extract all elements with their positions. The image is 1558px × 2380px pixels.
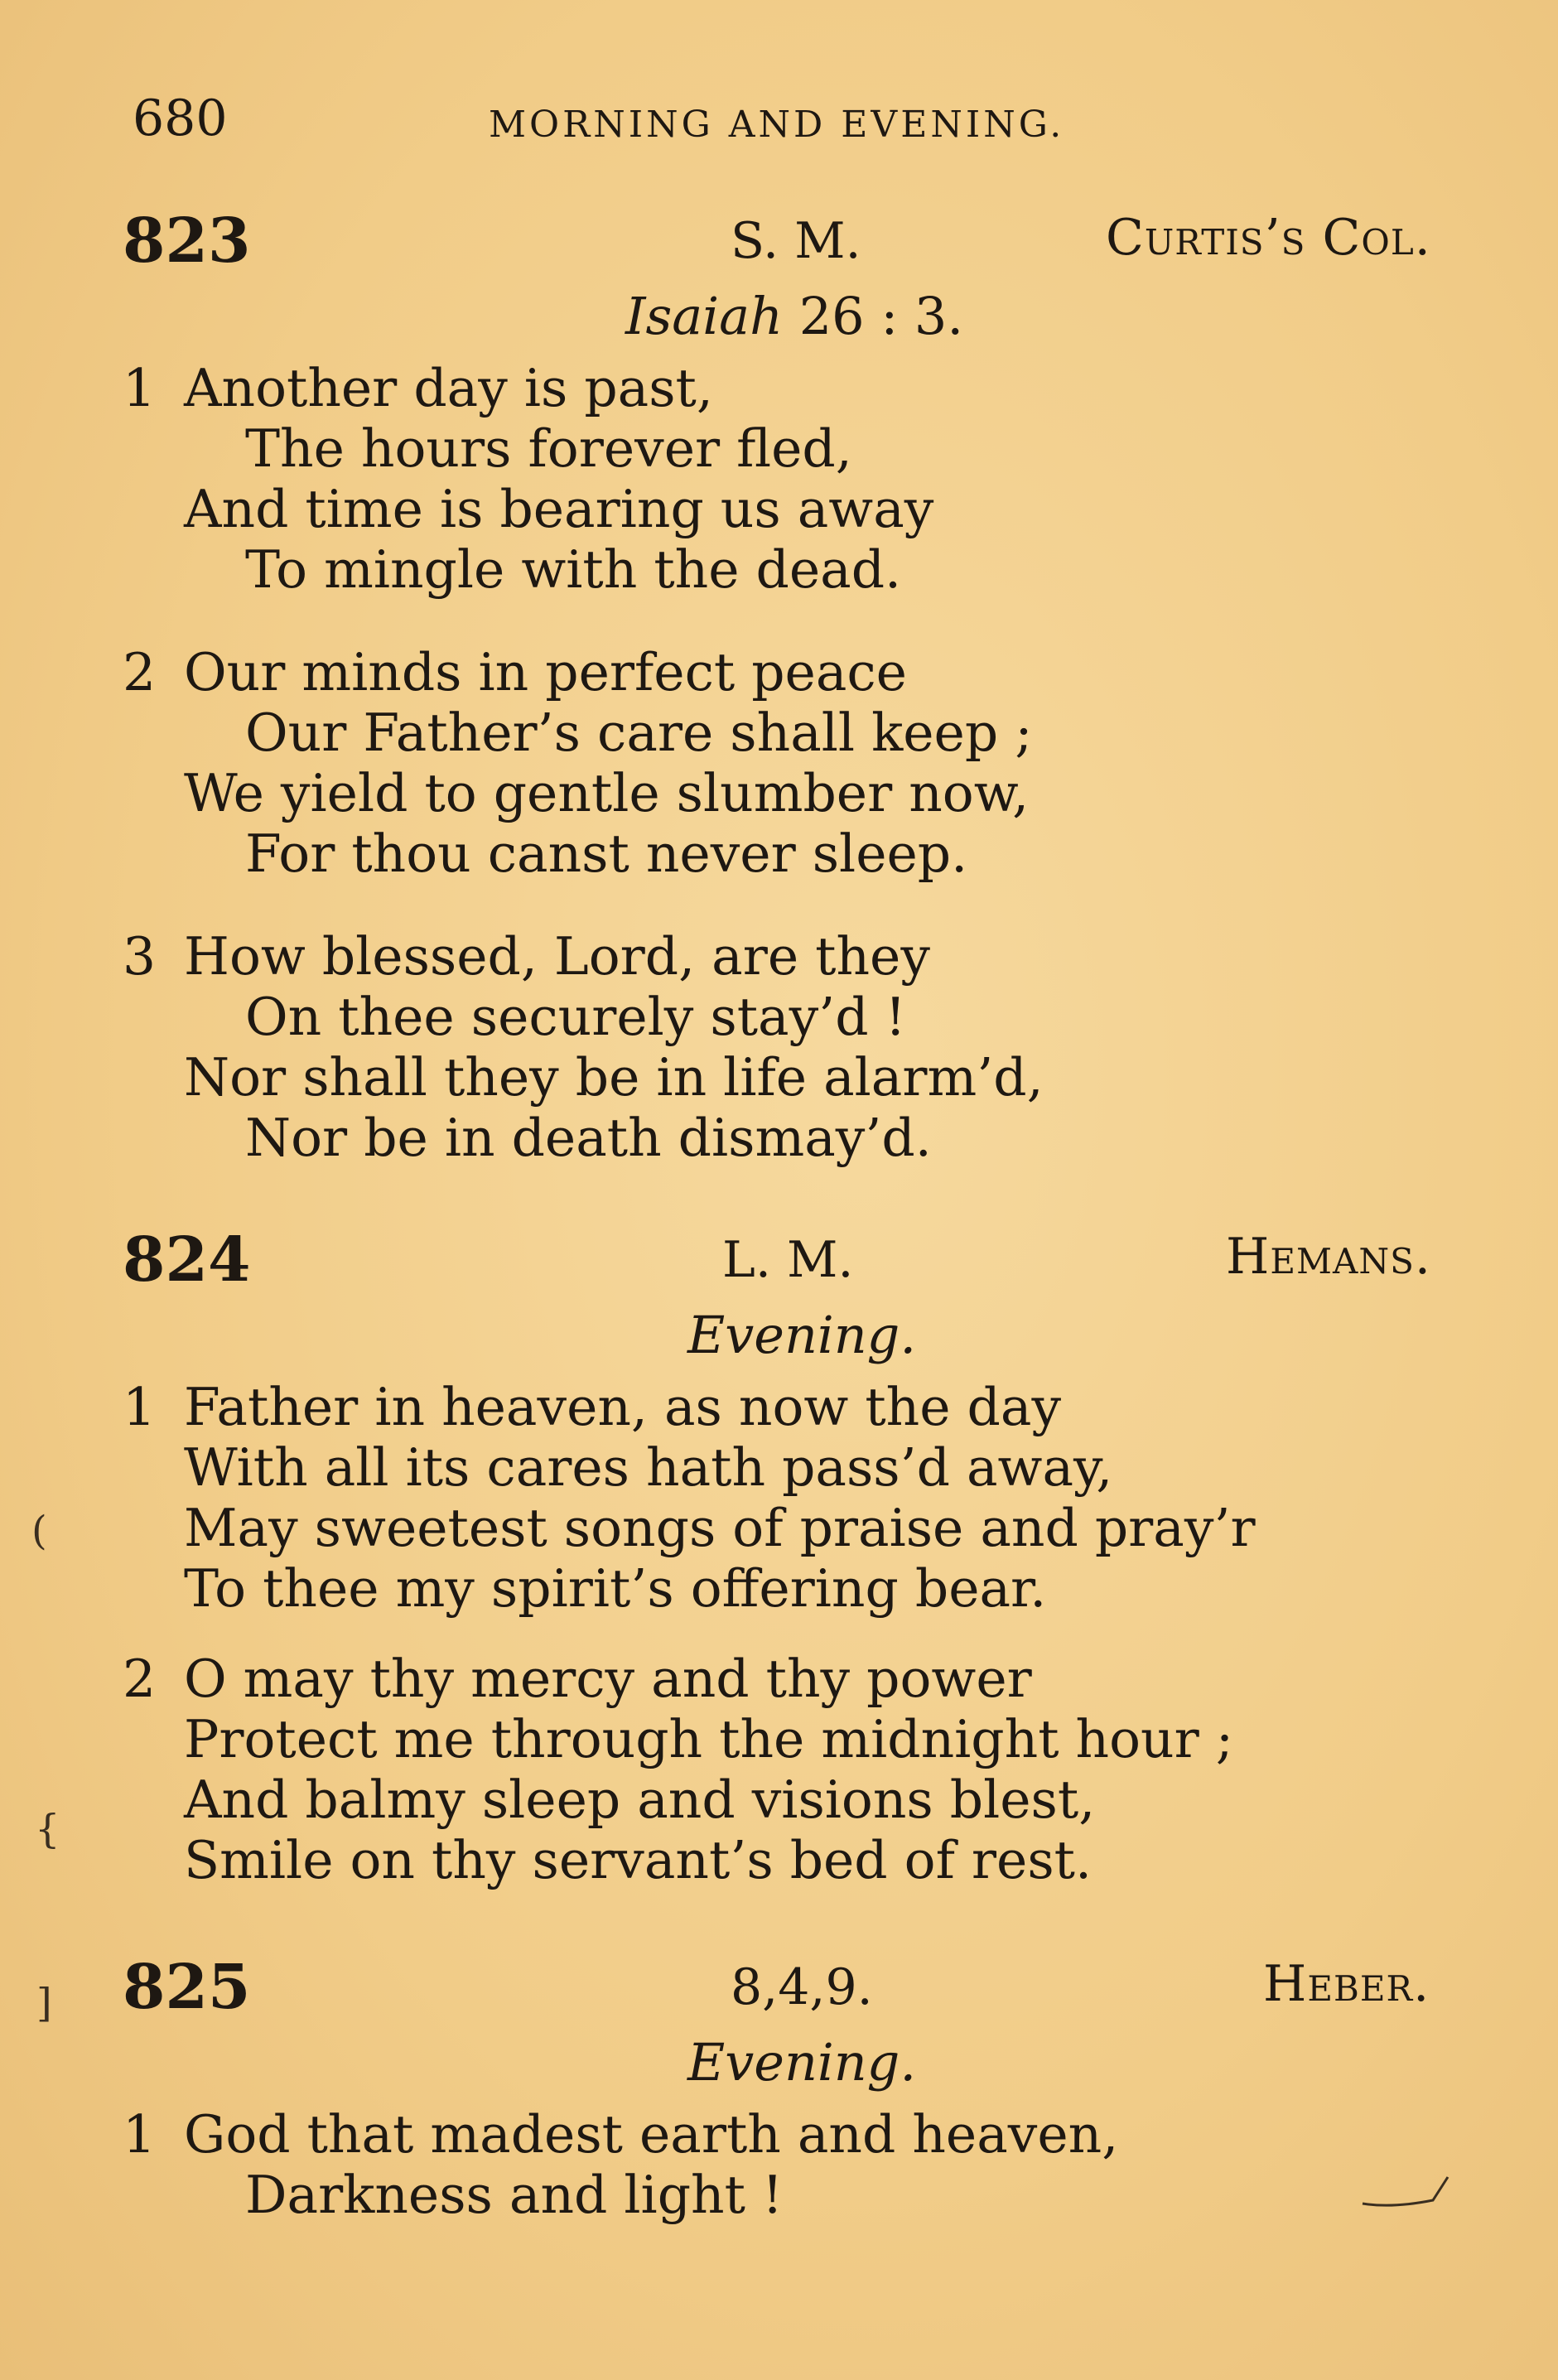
verse-line: O may thy mercy and thy power (184, 1649, 1032, 1709)
verse-line: We yield to gentle slumber now, (184, 763, 1030, 823)
hymn-subtitle: Evening. (687, 2032, 917, 2093)
verse-number: 2 (123, 642, 157, 702)
verse-line: Darkness and light ! (245, 2165, 784, 2225)
verse-line: For thou canst never sleep. (245, 823, 968, 884)
subtitle-book: Isaiah (625, 286, 783, 346)
verse-line: And balmy sleep and visions blest, (184, 1769, 1096, 1830)
hymn-number: 824 (123, 1224, 251, 1296)
hymn-number: 825 (123, 1952, 251, 2023)
verse-line: The hours forever fled, (245, 418, 852, 479)
verse-line: Our Father’s care shall keep ; (245, 702, 1033, 763)
hymn-subtitle: Evening. (687, 1305, 917, 1365)
subtitle-reference: 26 : 3. (798, 286, 964, 346)
verse-line: Another day is past, (184, 358, 713, 418)
page-number: 680 (133, 89, 228, 147)
hymn-meter: L. M. (722, 1231, 854, 1289)
verse-line: Our minds in perfect peace (184, 642, 907, 702)
hymn-meter: 8,4,9. (731, 1958, 873, 2016)
hymn-author: Heber. (1263, 1955, 1430, 2013)
verse-line: On thee securely stay’d ! (245, 987, 906, 1047)
verse-number: 1 (123, 358, 157, 418)
margin-bracket-icon: { (35, 1806, 60, 1852)
verse-line: How blessed, Lord, are they (184, 926, 930, 987)
verse-number: 2 (123, 1649, 157, 1709)
verse-line: To mingle with the dead. (245, 539, 902, 600)
running-title: MORNING AND EVENING. (489, 104, 1065, 146)
verse-line: God that madest earth and heaven, (184, 2104, 1119, 2165)
verse-line: Father in heaven, as now the day (184, 1377, 1062, 1437)
verse-line: And time is bearing us away (184, 479, 934, 539)
verse-number: 1 (123, 2104, 157, 2165)
verse-line: Nor shall they be in life alarm’d, (184, 1047, 1044, 1108)
hymn-author: Hemans. (1226, 1228, 1431, 1286)
margin-bracket-icon: ( (31, 1508, 47, 1554)
hymn-author: Curtis’s Col. (1106, 209, 1431, 267)
verse-line: With all its cares hath pass’d away, (184, 1437, 1113, 1498)
hymn-number: 823 (123, 205, 251, 277)
verse-line: May sweetest songs of praise and pray’r (184, 1498, 1256, 1558)
verse-number: 3 (123, 926, 157, 987)
hymn-meter: S. M. (731, 212, 861, 270)
hymn-subtitle (625, 286, 963, 346)
verse-line: Smile on thy servant’s bed of rest. (184, 1830, 1093, 1890)
verse-line: Protect me through the midnight hour ; (184, 1709, 1233, 1769)
verse-number: 1 (123, 1377, 157, 1437)
verse-line: Nor be in death dismay’d. (245, 1108, 932, 1168)
margin-bracket-icon: ] (36, 1980, 52, 2026)
pencil-mark-icon (1358, 2170, 1458, 2212)
verse-line: To thee my spirit’s offering bear. (184, 1558, 1047, 1619)
